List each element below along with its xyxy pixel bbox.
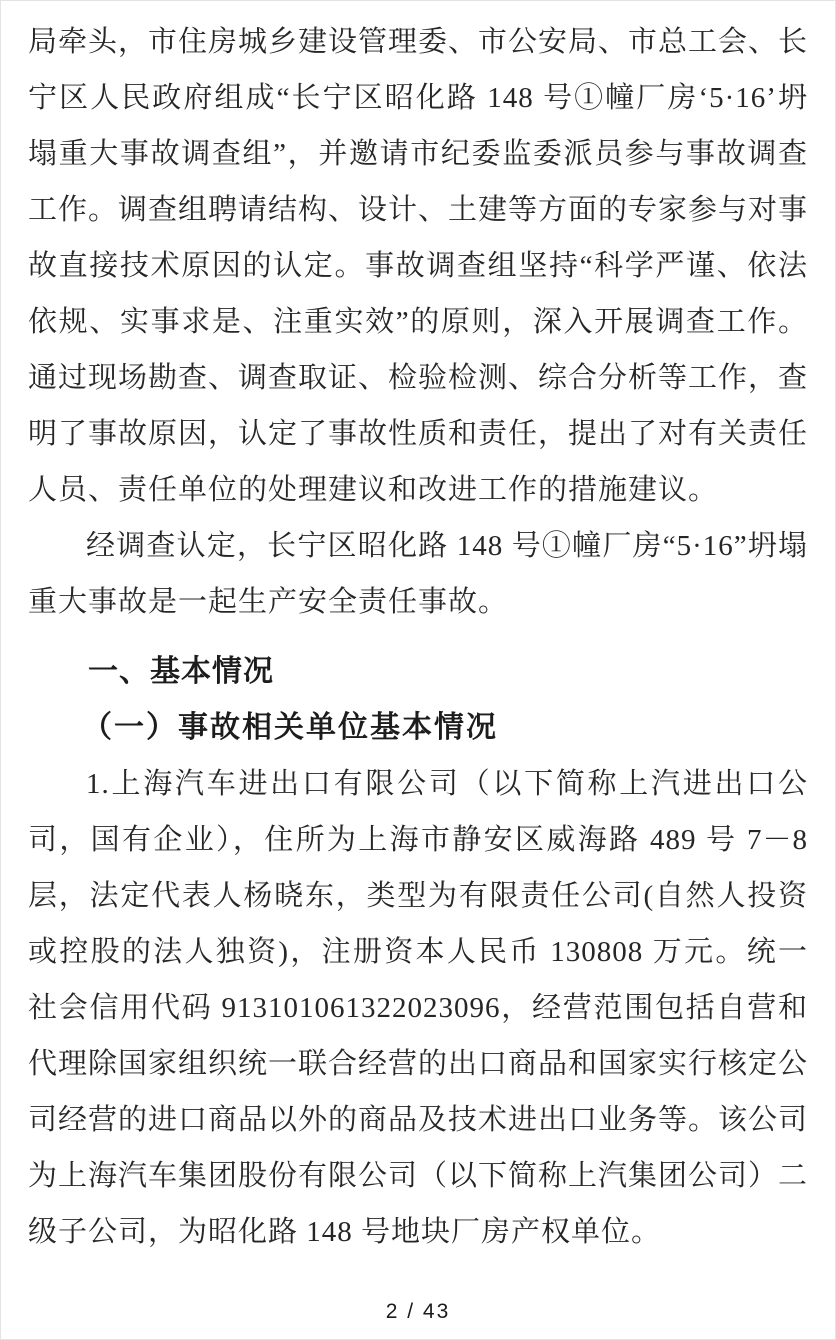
page-footer: [0, 1300, 836, 1324]
document-content: [28, 14, 808, 1260]
subsection-heading-related-units: （一）事故相关单位基本情况: [82, 711, 498, 744]
paragraph-company-profile: 1.上海汽车进出口有限公司（以下简称上汽进出口公司，国有企业），住所为上海市静安区威海路 489 号 7－8 层，法定代表人杨晓东，类型为有限责任公司(自然人投资或控股的法人独资)，注册资本人民币 130808 万元。统一社会信用代码 913101061322023096，经营范围包括自营和代理除国家组织统一联合经营的出口商品和国家实行核定公司经营的进口商品以外的商品及技术进出口业务等。该公司为上海汽车集团股份有限公司（以下简称上汽集团公司）二级子公司，为昭化路 148 号地块厂房产权单位。: [28, 768, 809, 1248]
section-heading-basic-situation: 一、基本情况: [88, 655, 274, 688]
paragraph-accident-finding: 经调查认定，长宁区昭化路 148 号①幢厂房“5·16”坍塌重大事故是一起生产安全责任事故。: [28, 530, 808, 618]
paragraph-investigation-team-continued: 局牵头，市住房城乡建设管理委、市公安局、市总工会、长宁区人民政府组成“长宁区昭化路 148 号①幢厂房‘5·16’坍塌重大事故调查组”，并邀请市纪委监委派员参与事故调查工作。调查组聘请结构、设计、土建等方面的专家参与对事故直接技术原因的认定。事故调查组坚持“科学严谨、依法依规、实事求是、注重实效”的原则，深入开展调查工作。通过现场勘查、调查取证、检验检测、综合分析等工作，查明了事故原因，认定了事故性质和责任，提出了对有关责任人员、责任单位的处理建议和改进工作的措施建议。: [28, 26, 809, 506]
page-number-indicator: 2 / 43: [385, 1300, 451, 1323]
